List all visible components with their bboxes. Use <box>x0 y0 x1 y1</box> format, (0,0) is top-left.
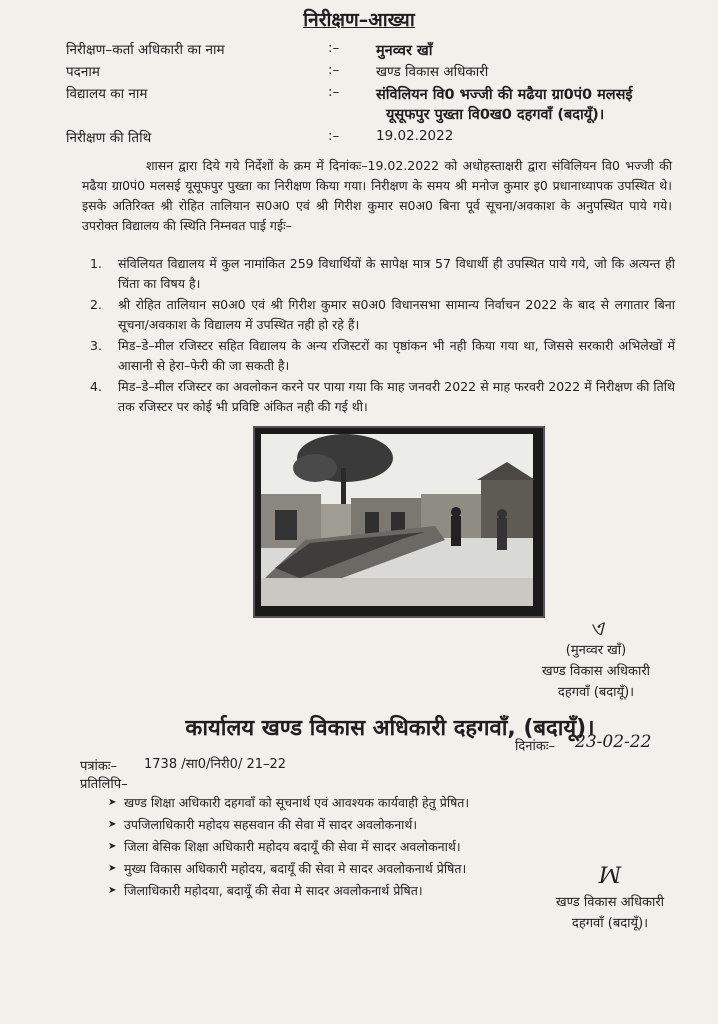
letter-number-value: 1738 /सा0/निरी0/ 21–22 <box>144 757 287 772</box>
date-row <box>66 128 686 148</box>
letter-date-value: 23-02-22 <box>575 732 652 752</box>
school-row-2 <box>66 104 686 124</box>
designation-row <box>66 62 686 82</box>
separator: :– <box>328 40 340 56</box>
office-heading: कार्यालय खण्ड विकास अधिकारी दहगवाँ, (बदायूँ)। <box>185 716 595 741</box>
finding-item: 3. मिड–डे–मील रजिस्टर सहित विद्यालय के अन्य रजिस्टरों का पृष्ठांकन भी नही किया गया था, जिससे सरकारी अभिलेखों में आसानी से हेरा–फेरी की जा सकती है। <box>90 338 675 373</box>
signatory-post: खण्ड विकास अधिकारी <box>555 895 665 910</box>
officer-name: मुनव्वर खाँ <box>376 43 433 59</box>
arrow-icon: ➤ <box>108 841 117 852</box>
copy-to-list <box>108 792 578 902</box>
signatory-name: (मुनव्वर खाँ) <box>565 643 627 658</box>
signature-mark: ꟽ <box>598 864 622 889</box>
school-row <box>66 84 686 104</box>
signatory-post: खण्ड विकास अधिकारी <box>541 664 651 679</box>
arrow-icon: ➤ <box>108 885 117 896</box>
school-name-line2: यूसूफपुर पुख्ता वि0ख0 दहगवाँ (बदायूँ)। <box>386 107 605 123</box>
finding-item: 1. संविलियत विद्यालय में कुल नामांकित 259 विधार्थियों के सापेक्ष मात्र 57 विधार्थी ही उपस्थित पाये गये, जो कि अत्यन्त ही चिंता का विषय है। <box>90 256 675 291</box>
signatory-place: दहगवाँ (बदायूँ)। <box>571 916 649 931</box>
school-photo-image <box>255 428 539 612</box>
school-photo <box>253 426 545 618</box>
signature-mark: ଏ <box>588 616 604 640</box>
signature-block-2 <box>530 866 690 934</box>
school-name-line1: संविलियन वि0 भज्जी की मढैया ग्रा0पं0 मलसई <box>376 87 633 103</box>
arrow-icon: ➤ <box>108 797 117 808</box>
report-title: निरीक्षण–आख्या <box>303 9 415 31</box>
signature-block-1 <box>516 618 676 703</box>
separator: :– <box>328 62 340 78</box>
arrow-icon: ➤ <box>108 863 117 874</box>
signatory-place: दहगवाँ (बदायूँ)। <box>557 685 635 700</box>
letter-number-row <box>80 750 700 772</box>
designation-value: खण्ड विकास अधिकारी <box>376 64 489 80</box>
finding-item: 4. मिड–डे–मील रजिस्टर का अवलोकन करने पर पाया गया कि माह जनवरी 2022 से माह फरवरी 2022 में निरीक्षण की तिथि तक रजिस्टर पर कोई भी प्रविष्टि अंकित नही की गई थी। <box>90 379 675 414</box>
officer-row <box>66 40 686 60</box>
school-label: विद्यालय का नाम <box>66 86 148 102</box>
letter-date-label: दिनांकः– <box>515 739 555 754</box>
letter-number-label: पत्रांकः– <box>80 759 118 774</box>
intro-paragraph: शासन द्वारा दिये गये निर्देशों के क्रम में दिनांकः–19.02.2022 को अधोहस्ताक्षरी द्वारा संविलियन वि0 भज्जी की मढैया ग्रा0पं0 मलसई यूसूफपुर पुख्ता का निरीक्षण किया गया। निरीक्षण के समय श्री मनोज कुमार इ0 प्रधानाध्यापक उपस्थित थे। इसके अतिरिक्त श्री रोहित तालियान स0अ0 एवं श्री गिरीश कुमार स0अ0 बिना पूर्व सूचना/अवकाश के अनुपस्थित पाये गये। उपरोक्त विद्यालय की स्थिति निम्नवत पाई गईः– <box>82 158 672 233</box>
designation-label: पदनाम <box>66 64 100 80</box>
separator: :– <box>328 128 340 144</box>
list-item: ➤ उपजिलाधिकारी महोदय सहसवान की सेवा में सादर अवलोकनार्थ। <box>108 814 578 836</box>
list-item: ➤ मुख्य विकास अधिकारी महोदय, बदायूँ की सेवा मे सादर अवलोकनार्थ प्रेषित। <box>108 858 578 880</box>
officer-label: निरीक्षण–कर्ता अधिकारी का नाम <box>66 42 225 58</box>
findings-list <box>90 254 675 418</box>
finding-item: 2. श्री रोहित तालियान स0अ0 एवं श्री गिरीश कुमार स0अ0 विधानसभा सामान्य निर्वाचन 2022 के बाद से लगातार बिना सूचना/अवकाश के विद्यालय में उपस्थित नही हो रहे हैं। <box>90 297 675 332</box>
inspection-date-value: 19.02.2022 <box>376 128 454 144</box>
separator: :– <box>328 84 340 100</box>
list-item: ➤ जिला बेसिक शिक्षा अधिकारी महोदय बदायूँ की सेवा में सादर अवलोकनार्थ। <box>108 836 578 858</box>
list-item: ➤ जिलाधिकारी महोदया, बदायूँ की सेवा मे सादर अवलोकनार्थ प्रेषित। <box>108 880 578 902</box>
arrow-icon: ➤ <box>108 819 117 830</box>
inspection-date-label: निरीक्षण की तिथि <box>66 130 152 146</box>
list-item: ➤ खण्ड शिक्षा अधिकारी दहगवाँ को सूचनार्थ एवं आवश्यक कार्यवाही हेतु प्रेषित। <box>108 792 578 814</box>
copy-to-label: प्रतिलिपि– <box>80 777 128 792</box>
